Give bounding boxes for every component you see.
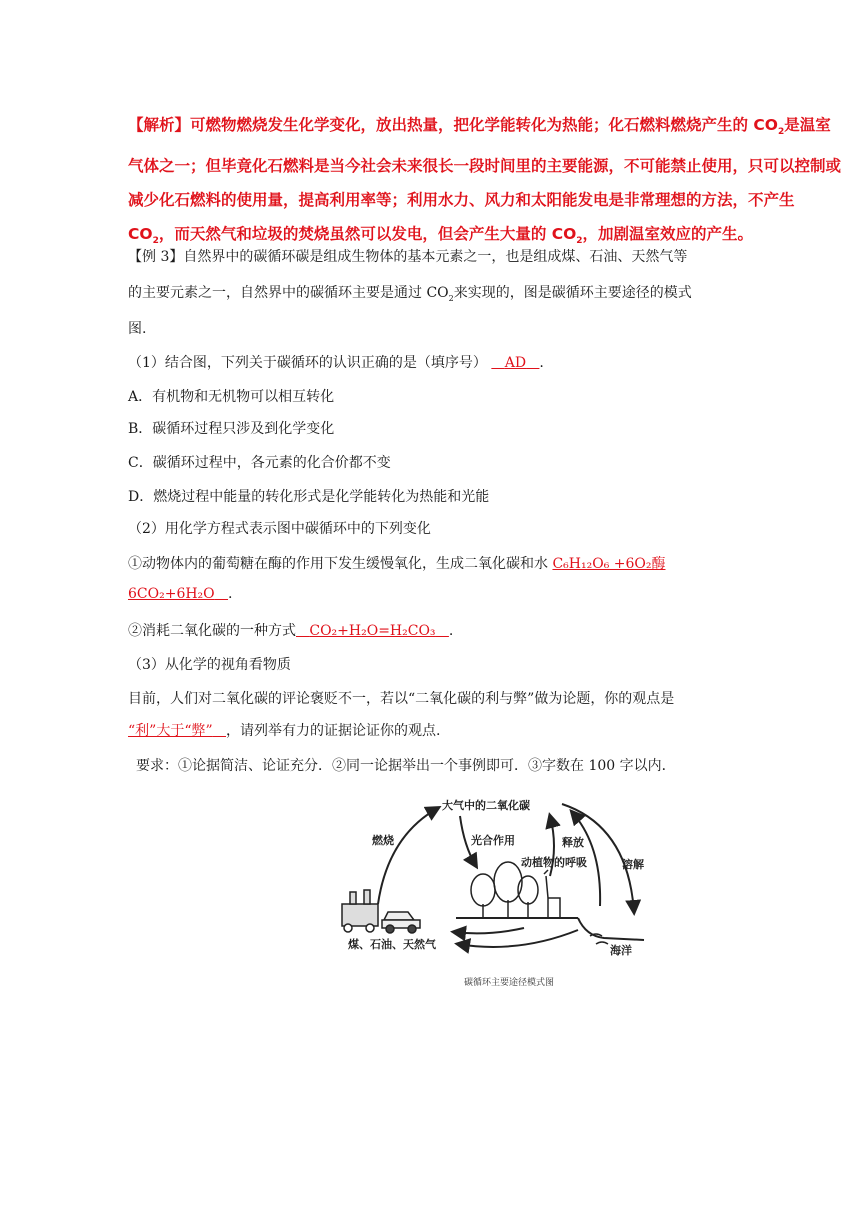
label-atmosphere-co2: 大气中的二氧化碳: [442, 799, 530, 812]
answer-equation-2: 6CO₂+6H₂O: [128, 586, 215, 602]
label-dissolve: 溶解: [622, 858, 644, 871]
option-c: C．碳循环过程中，各元素的化合价都不变: [128, 455, 391, 471]
requirements: 要求：①论据简洁、论证充分．②同一论据举出一个事例即可．③字数在 100 字以内．: [136, 758, 676, 774]
question-tail: ，请列举有力的证据论证你的观点.: [226, 723, 441, 739]
carbon-cycle-figure: [338, 786, 646, 990]
intro-text: 来实现的，图是碳循环主要途径的模式: [453, 285, 692, 301]
answer-blank: [213, 723, 226, 739]
intro-text: 的主要元素之一，自然界中的碳循环主要是通过 CO: [128, 285, 449, 301]
answer-q3: “利”大于“弊”: [128, 723, 213, 739]
answer-q1: [491, 355, 539, 371]
analysis-text-4: ，加剧温室效应的产生。: [582, 225, 754, 244]
question-text: ①动物体内的葡萄糖在酶的作用下发生缓慢氧化，生成二氧化碳和水: [128, 556, 548, 572]
example-intro-1: 【例 3】自然界中的碳循环碳是组成生物体的基本元素之一，也是组成煤、石油、天然气等: [128, 249, 688, 265]
figure-caption: 碳循环主要途径模式图: [464, 978, 555, 988]
option-a: A．有机物和无机物可以相互转化: [128, 389, 335, 405]
question-1: （1）结合图，下列关于碳循环的认识正确的是（填序号） AD .: [128, 355, 544, 371]
subscript: 2: [777, 127, 785, 138]
answer-text: CO₂+H₂O=H₂CO₃: [309, 623, 436, 639]
example-intro-2: [128, 282, 692, 303]
option-b: B．碳循环过程只涉及到化学变化: [128, 421, 335, 437]
label-fossil-fuels: 煤、石油、天然气: [348, 938, 436, 951]
question-2b: ②消耗二氧化碳的一种方式 CO₂+H₂O=H₂CO₃ .: [128, 623, 454, 639]
question-3: （3）从化学的视角看物质: [128, 657, 291, 673]
option-d: D．燃烧过程中能量的转化形式是化学能转化为热能和光能: [128, 489, 490, 505]
example-intro-3: 图.: [128, 321, 147, 337]
label-photosynthesis: 光合作用: [471, 834, 515, 847]
analysis-text-3: ，而天然气和垃圾的焚烧虽然可以发电，但会产生大量的 CO: [158, 225, 577, 244]
subscript: 2: [576, 236, 583, 247]
question-2a: [128, 553, 665, 573]
subscript: 2: [448, 293, 454, 303]
answer-text: AD: [504, 355, 527, 371]
analysis-paragraph: [128, 108, 843, 258]
answer-blank: [215, 586, 228, 602]
label-release: 释放: [562, 836, 584, 849]
question-text: ②消耗二氧化碳的一种方式: [128, 623, 296, 639]
label-respiration: 动植物的呼吸: [521, 856, 587, 869]
analysis-label: 【解析】: [128, 116, 191, 134]
label-ocean: 海洋: [610, 944, 632, 957]
answer-equation-1: C₆H₁₂O₆ +6O₂酶: [552, 556, 666, 572]
question-text: （1）结合图，下列关于碳循环的认识正确的是（填序号）: [128, 355, 487, 371]
carbon-cycle-diagram: [338, 786, 646, 990]
subscript: 2: [152, 236, 159, 247]
label-combustion: 燃烧: [372, 834, 394, 847]
analysis-text-1: 可燃物燃烧发生化学变化，放出热量，把化学能转化为热能；化石燃料燃烧产生的 CO: [190, 116, 778, 134]
question-2: （2）用化学方程式表示图中碳循环中的下列变化: [128, 521, 431, 537]
answer-q2b: [296, 623, 449, 639]
analysis-text-2: 是温室气体之一；但毕竟化石燃料是当今社会未来很长一段时间里的主要能源，不可能禁止使用，只可以控制或减少化石燃料的使用量，提高利用率等；利用水力、风力和太阳能发电是非常理想的方法，不产生 CO: [128, 116, 842, 244]
question-2a-cont: 6CO₂+6H₂O .: [128, 586, 233, 602]
question-3-text: 目前，人们对二氧化碳的评论褒贬不一，若以“二氧化碳的利与弊”做为论题，你的观点是: [128, 691, 675, 707]
question-3-answer-line: [128, 720, 440, 740]
